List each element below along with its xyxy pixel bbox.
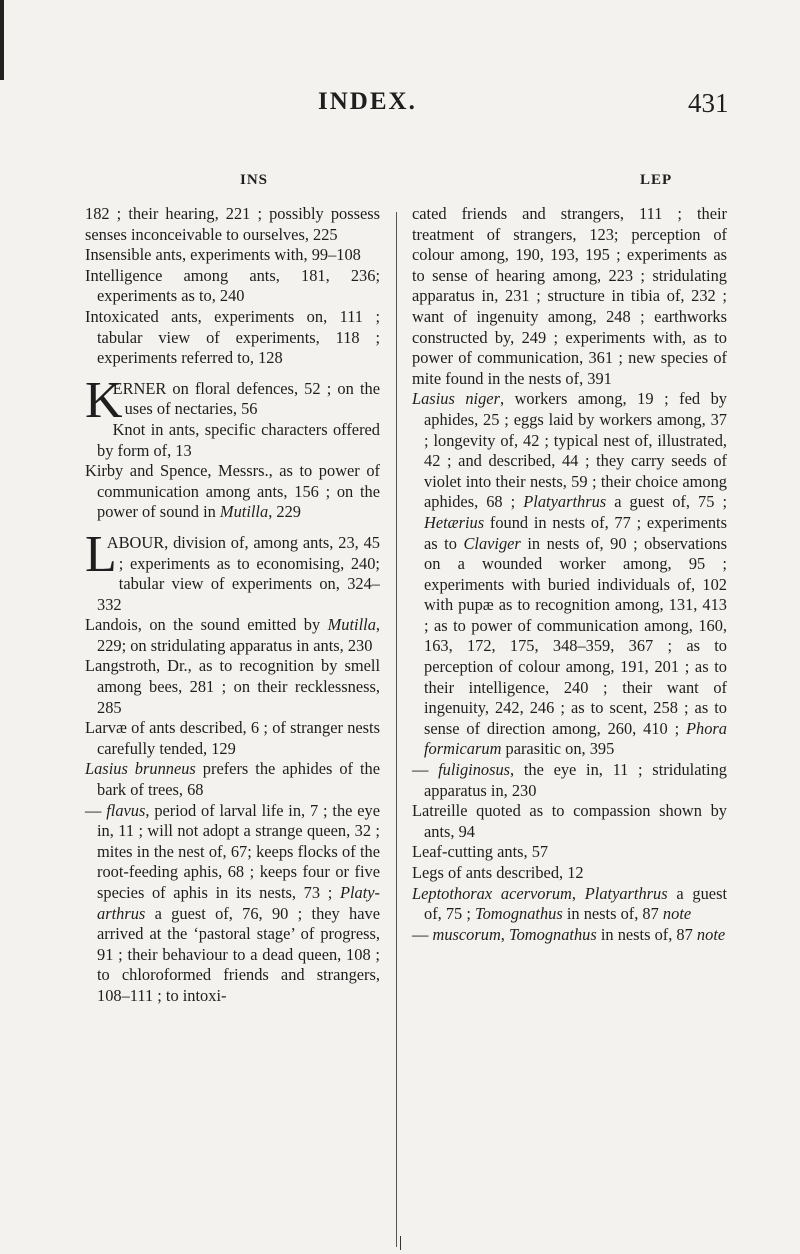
index-entry	[85, 204, 380, 245]
index-entry	[412, 925, 727, 946]
entry-text: parasitic on, 395	[501, 739, 615, 759]
index-entry	[85, 525, 380, 615]
entry-text: Knot in ants, specific characters offered by form of, 13	[97, 419, 380, 460]
entry-text: Leaf-cutting ants, 57	[412, 842, 549, 862]
entry-text: Latreille quoted as to compassion shown by ants, 94	[412, 801, 727, 841]
index-entry	[85, 420, 380, 461]
italic-term: Platyarthrus	[523, 492, 607, 512]
index-entry	[412, 760, 727, 801]
entry-text: , 229	[268, 502, 301, 522]
italic-term: Lasius niger	[412, 389, 500, 409]
italic-term: Mutilla	[327, 615, 376, 635]
entry-text: —	[85, 800, 107, 820]
entry-text: in nests of, 87	[596, 924, 697, 944]
guide-word-left: INS	[240, 172, 269, 188]
index-column-left	[85, 204, 380, 1007]
italic-term: Tomognathus	[509, 924, 597, 944]
entry-text: in nests of, 87	[562, 904, 663, 924]
index-entry	[85, 718, 380, 759]
page-header	[0, 88, 800, 128]
entry-text: a guest of, 76, 90 ; they have arrived at the ‘pastoral stage’ of progress, 91 ; their behaviour to a dead queen, 108 ; to chloroformed friends and strangers, 108–111 ; to intoxi-	[97, 903, 380, 1005]
index-entry	[412, 389, 727, 760]
drop-cap-letter: L	[85, 525, 117, 583]
index-entry	[85, 615, 380, 656]
entry-text: found in nests of, 77 ; experiments as to	[424, 512, 727, 553]
index-entry	[85, 759, 380, 800]
entry-text: in nests of, 90 ; observations on a wounded worker among, 95 ; experiments with buried individuals of, 102 with pupæ as to recognition among, 131, 413 ; as to power of communication among, 160, 163, 172, 175, 348–359, 367 ; as to perception of colour among, 191, 201 ; as to their intelligence, 240 ; their want of ingenuity, 242, 246 ; as to scent, 258 ; as to sense of direction among, 260, 410 ;	[424, 533, 727, 738]
entry-text: —	[412, 924, 433, 944]
index-entry	[85, 656, 380, 718]
entry-text: , period of larval life in, 7 ; the eye in, 11 ; will not adopt a strange queen, 32 ; mites in the nest of, 67; keeps flocks of the root-feeding aphis, 68 ; keeps four or five species of aphis in its nests, 73 ;	[97, 800, 380, 902]
index-entry	[412, 204, 727, 389]
italic-term: Tomognathus	[475, 904, 563, 924]
entry-text: ABOUR, division of, among ants, 23, 45 ; experiments as to economising, 240; tabular view of experiments on, 324–332	[97, 532, 380, 614]
entry-text: ERNER on floral defences, 52 ; on the uses of nectaries, 56	[112, 378, 380, 419]
entry-text: Kirby and Spence, Messrs., as to power of communication among ants, 156 ; on the power of sound in	[85, 461, 380, 522]
page-edge-rule	[0, 0, 4, 80]
entry-text: Intoxicated ants, experiments on, 111 ; tabular view of experiments, 118 ; experiments referred to, 128	[85, 306, 380, 368]
index-entry	[85, 461, 380, 523]
entry-text: Intelligence among ants, 181, 236; experiments as to, 240	[85, 265, 380, 306]
italic-term: Leptothorax acervorum	[412, 883, 572, 903]
entry-text: Larvæ of ants described, 6 ; of stranger nests carefully tended, 129	[85, 718, 380, 758]
entry-text: Landois, on the sound emitted by	[85, 615, 328, 635]
entry-text: , workers among, 19 ; fed by aphides, 25 ; eggs laid by workers among, 37 ; longevity of, 42 ; typical nest of, illustrated, 42 ; and described, 44 ; they carry seeds of violet into their nests, 59 ; their choice among aphides, 68 ;	[424, 389, 728, 512]
index-column-right	[412, 204, 727, 945]
entry-text: Langstroth, Dr., as to recognition by smell among bees, 281 ; on their recklessness, 285	[85, 656, 380, 717]
divider-tick	[400, 1236, 401, 1250]
index-entry	[412, 863, 727, 884]
running-head: INDEX.	[318, 88, 417, 115]
italic-term: Phora formicarum	[424, 718, 727, 759]
italic-term: Lasius brunneus	[85, 759, 196, 779]
entry-text: ,	[571, 883, 585, 903]
entry-text: —	[412, 760, 439, 780]
index-entry	[85, 266, 380, 307]
entry-text: , 229; on stridulating apparatus in ants, 230	[97, 615, 380, 655]
italic-term: muscorum	[432, 924, 501, 944]
index-entry	[412, 842, 727, 863]
italic-term: Claviger	[463, 533, 521, 553]
entry-text: cated friends and strangers, 111 ; their treatment of strangers, 123; perception of colour among, 190, 193, 195 ; experiments as to sense of hearing among, 223 ; stridulating apparatus in, 231 ; structure in tibia of, 232 ; want of ingenuity among, 248 ; earthworks constructed by, 249 ; experiments with, as to power of communication, 361 ; new species of mite found in the nests of, 391	[412, 204, 727, 388]
entry-text: Legs of ants described, 12	[412, 863, 584, 882]
index-entry	[85, 801, 380, 1007]
drop-cap-letter: K	[85, 371, 123, 429]
entry-text: , the eye in, 11 ; stridulating apparatus in, 230	[424, 760, 727, 800]
italic-term: Hetærius	[424, 512, 485, 532]
index-entry	[412, 884, 727, 925]
column-divider	[396, 212, 397, 1247]
italic-term: note	[696, 924, 726, 944]
entry-text: ,	[500, 924, 509, 944]
index-entry	[412, 801, 727, 842]
guide-word-right: LEP	[640, 172, 673, 188]
index-entry	[85, 307, 380, 369]
italic-term: note	[662, 904, 692, 924]
italic-term: fuliginosus	[438, 760, 511, 780]
entry-text: a guest of, 75 ;	[424, 883, 727, 924]
italic-term: Mutilla	[219, 502, 269, 522]
italic-term: flavus	[106, 800, 146, 820]
italic-term: Platyarthrus	[584, 883, 668, 903]
italic-term: Platyarthrus	[97, 883, 380, 923]
index-entry	[85, 245, 380, 266]
entry-text: 182 ; their hearing, 221 ; possibly possess senses inconceivable to ourselves, 225	[85, 204, 380, 244]
entry-text: prefers the aphides of the bark of trees, 68	[97, 759, 380, 800]
index-entry	[85, 371, 380, 429]
entry-text: Insensible ants, experiments with, 99–108	[85, 245, 361, 265]
page-number: 431	[688, 88, 729, 118]
entry-text: a guest of, 75 ;	[606, 492, 727, 512]
